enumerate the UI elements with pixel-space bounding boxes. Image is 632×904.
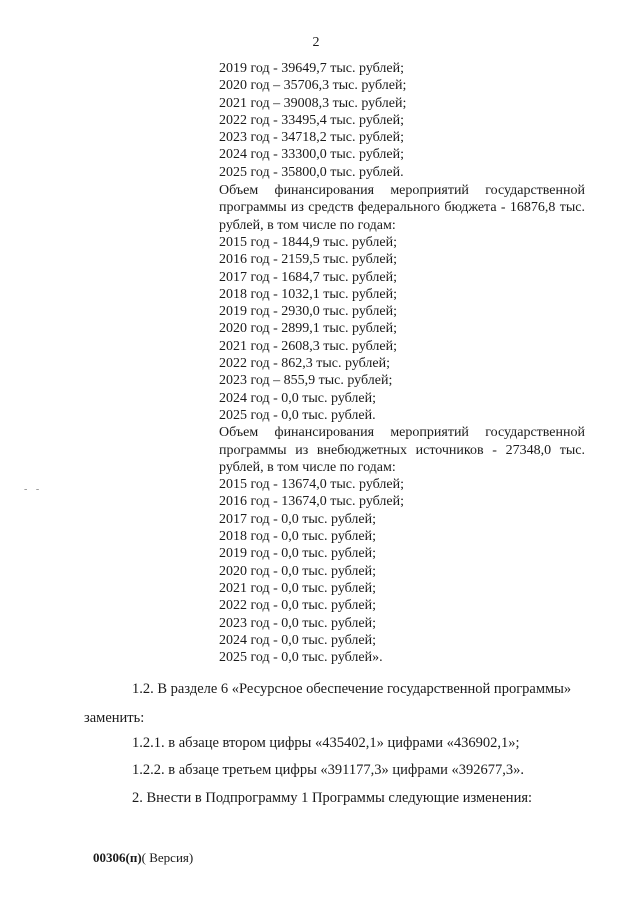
- item-1-2-1: 1.2.1. в абзаце втором цифры «435402,1» цифрами «436902,1»;: [132, 735, 520, 751]
- year-line: 2016 год - 2159,5 тыс. рублей;: [219, 252, 398, 268]
- year-line: 2019 год - 39649,7 тыс. рублей;: [219, 61, 405, 76]
- federal-years-list: [219, 234, 585, 424]
- year-line: 2019 год - 0,0 тыс. рублей;: [219, 546, 377, 562]
- year-line: 2020 год – 35706,3 тыс. рублей;: [219, 78, 407, 94]
- footer-code: 00306(п): [93, 850, 142, 865]
- year-line: 2021 год - 0,0 тыс. рублей;: [219, 580, 377, 596]
- year-line: 2020 год - 0,0 тыс. рублей;: [219, 563, 377, 579]
- year-line: 2020 год - 2899,1 тыс. рублей;: [219, 321, 398, 337]
- year-line: 2023 год - 34718,2 тыс. рублей;: [219, 130, 405, 146]
- extra-budget-years-list: [219, 476, 585, 666]
- year-line: 2025 год - 35800,0 тыс. рублей.: [219, 164, 404, 180]
- year-line: 2019 год - 2930,0 тыс. рублей;: [219, 304, 398, 320]
- year-line: 2015 год - 1844,9 тыс. рублей;: [219, 234, 398, 250]
- year-line: 2023 год - 0,0 тыс. рублей;: [219, 615, 377, 631]
- year-line: 2021 год – 39008,3 тыс. рублей;: [219, 95, 407, 111]
- margin-mark: - -: [24, 484, 43, 495]
- year-line: 2022 год - 33495,4 тыс. рублей;: [219, 112, 405, 128]
- year-line: 2015 год - 13674,0 тыс. рублей;: [219, 477, 405, 493]
- replace-word: заменить:: [84, 710, 145, 726]
- item-2: 2. Внести в Подпрограмму 1 Программы следующие изменения:: [132, 790, 533, 806]
- regional-years-list: [219, 60, 585, 181]
- item-1-2-2: 1.2.2. в абзаце третьем цифры «391177,3» цифрами «392677,3».: [132, 762, 525, 778]
- financing-column: [219, 60, 585, 666]
- year-line: 2024 год - 0,0 тыс. рублей;: [219, 632, 377, 648]
- year-line: 2018 год - 1032,1 тыс. рублей;: [219, 286, 398, 302]
- section-1-2-heading: 1.2. В разделе 6 «Ресурсное обеспечение государственной программы»: [132, 681, 572, 697]
- footer-document-code: [93, 850, 193, 866]
- year-line: 2023 год – 855,9 тыс. рублей;: [219, 373, 393, 389]
- year-line: 2016 год - 13674,0 тыс. рублей;: [219, 494, 405, 510]
- year-line: 2025 год - 0,0 тыс. рублей.: [219, 407, 376, 423]
- year-line: 2024 год - 33300,0 тыс. рублей;: [219, 147, 405, 163]
- page-number: 2: [312, 35, 320, 50]
- year-line: 2018 год - 0,0 тыс. рублей;: [219, 529, 377, 545]
- year-line: 2022 год - 0,0 тыс. рублей;: [219, 598, 377, 614]
- year-line: 2021 год - 2608,3 тыс. рублей;: [219, 338, 398, 354]
- year-line: 2017 год - 1684,7 тыс. рублей;: [219, 269, 398, 285]
- year-line: 2025 год - 0,0 тыс. рублей».: [219, 650, 383, 666]
- extra-budget-paragraph: Объем финансирования мероприятий государственной программы из внебюджетных источников - 27348,0 тыс. рублей, в том числе по годам:: [219, 425, 585, 475]
- footer-version: ( Версия): [141, 850, 194, 865]
- federal-paragraph: Объем финансирования мероприятий государственной программы из средств федерального бюджета - 16876,8 тыс. рублей, в том числе по годам:: [219, 183, 585, 233]
- year-line: 2022 год - 862,3 тыс. рублей;: [219, 356, 391, 372]
- year-line: 2017 год - 0,0 тыс. рублей;: [219, 511, 377, 527]
- year-line: 2024 год - 0,0 тыс. рублей;: [219, 390, 377, 406]
